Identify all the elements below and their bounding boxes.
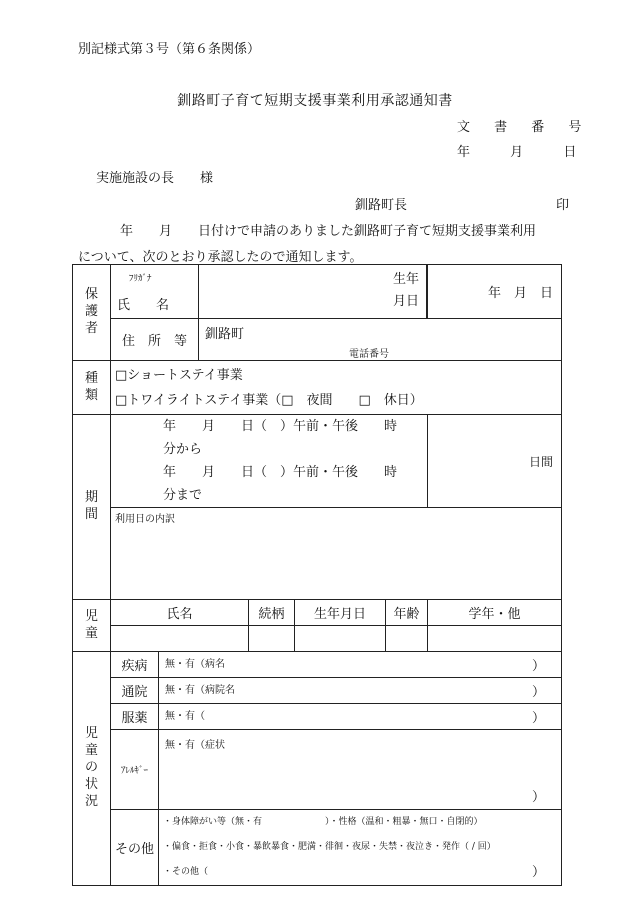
grade-header: 学年・他 xyxy=(428,600,562,626)
period-dates[interactable] xyxy=(111,415,428,508)
birthdate-header: 生年月日 xyxy=(295,600,386,626)
form-reference: 別記様式第３号（第６条関係） xyxy=(78,42,261,57)
phone-label: 電話番号 xyxy=(349,349,390,360)
document-title: 釧路町子育て短期支援事業利用承認通知書 xyxy=(177,93,453,109)
other-line-1: ・身体障がい等（無・有 ）・性格（温和・粗暴・無口・自閉的） xyxy=(163,817,483,827)
period-days[interactable]: 日間 xyxy=(428,415,562,508)
guardian-name-label: ﾌﾘｶﾞﾅ 氏 名 xyxy=(111,265,199,319)
child-name-field[interactable] xyxy=(111,626,249,652)
type-options xyxy=(111,361,562,415)
birth-label: 生年 xyxy=(393,272,420,287)
address-label: 住 所 等 xyxy=(111,319,199,361)
date-year: 年 xyxy=(457,145,471,160)
illness-label: 疾病 xyxy=(111,652,159,678)
guardian-section-label: 保 護 者 xyxy=(73,265,111,361)
addressee: 実施施設の長 様 xyxy=(96,171,214,186)
hospital-field[interactable]: 無・有（病院名 ） xyxy=(159,678,562,704)
condition-section-label: 児 童 の 状 況 xyxy=(73,652,111,886)
child-section-label: 児 童 xyxy=(73,600,111,652)
body-text-line-2: について、次のとおり承認したので通知します。 xyxy=(78,250,363,265)
body-text-line-1: 年 月 日付けで申請のありました釧路町子育て短期支援事業利用 xyxy=(120,224,537,239)
approval-form-table xyxy=(72,264,562,886)
age-header: 年齢 xyxy=(386,600,428,626)
guardian-birth-cell: 生年 月日 年 月 日 xyxy=(428,265,562,319)
illness-field[interactable]: 無・有（病名 ） xyxy=(159,652,562,678)
allergy-field[interactable]: 無・有（症状 ） xyxy=(159,730,562,810)
medication-label: 服薬 xyxy=(111,704,159,730)
date-day: 日 xyxy=(563,145,577,160)
other-label: その他 xyxy=(111,810,159,886)
birthdate-field[interactable] xyxy=(295,626,386,652)
other-line-3: ・その他（ ） xyxy=(163,865,546,880)
usage-breakdown-field[interactable]: 利用日の内訳 xyxy=(111,508,562,600)
sender: 釧路町長 xyxy=(355,198,408,213)
hospital-label: 通院 xyxy=(111,678,159,704)
relationship-field[interactable] xyxy=(249,626,295,652)
address-field[interactable]: 釧路町 電話番号 xyxy=(199,319,562,361)
short-stay-checkbox[interactable]: □ショートステイ事業 xyxy=(115,367,243,383)
other-field[interactable] xyxy=(159,810,562,886)
period-from: 年 月 日（ ）午前・午後 時 分から xyxy=(163,419,424,457)
issue-date xyxy=(457,141,576,160)
other-line-2: ・偏食・拒食・小食・暴飲暴食・肥満・徘徊・夜尿・失禁・夜泣き・発作（ / 回） xyxy=(163,842,496,852)
period-to: 年 月 日（ ）午前・午後 時 分まで xyxy=(163,465,424,503)
relationship-header: 続柄 xyxy=(249,600,295,626)
twilight-stay-checkbox[interactable]: □トワイライトステイ事業（□ 夜間 □ 休日） xyxy=(115,392,423,408)
date-month: 月 xyxy=(510,145,524,160)
guardian-birth-value[interactable]: 年 月 日 xyxy=(488,286,554,301)
allergy-label: ｱﾚﾙｷﾞｰ xyxy=(111,730,159,810)
seal-mark: 印 xyxy=(556,198,570,213)
child-name-header: 氏名 xyxy=(111,600,249,626)
period-section-label: 期 間 xyxy=(73,415,111,600)
age-field[interactable] xyxy=(386,626,428,652)
type-section-label: 種 類 xyxy=(73,361,111,415)
medication-field[interactable]: 無・有（ ） xyxy=(159,704,562,730)
grade-field[interactable] xyxy=(428,626,562,652)
document-number-label: 文 書 番 号 xyxy=(457,120,592,135)
